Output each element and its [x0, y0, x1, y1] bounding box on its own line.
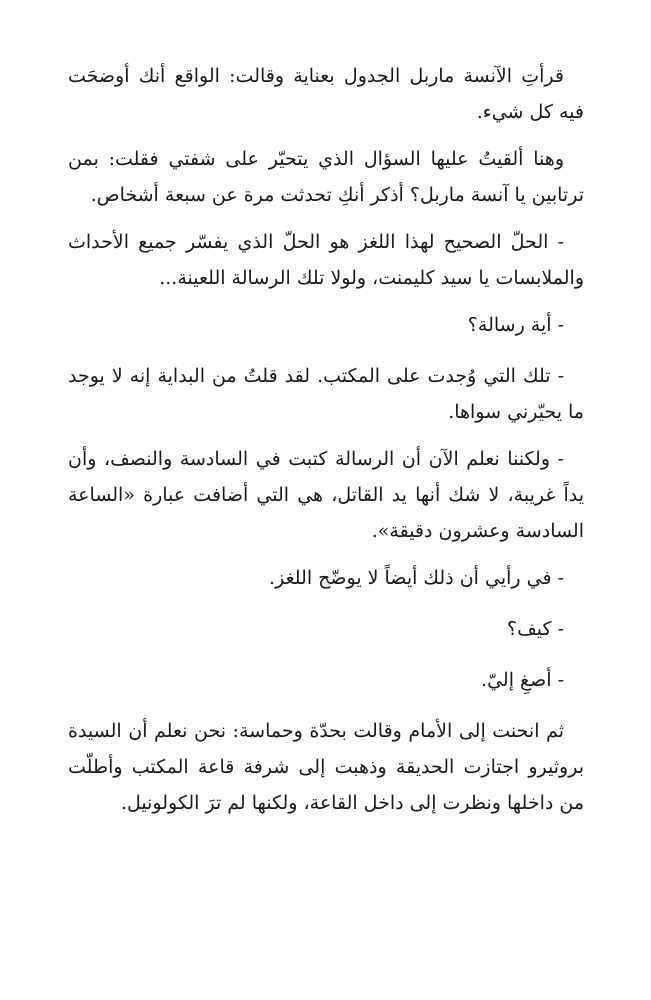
paragraph-which-letter: - أية رسالة؟ [467, 314, 564, 336]
paragraph-correct-solution: - الحلّ الصحيح لهذا اللغز هو الحلّ الذي يفسّر جميع الأحداث والملابسات يا سيد كليمنت، ولولا تلك الرسالة اللعينة... [68, 231, 584, 289]
paragraph-how: - كيف؟ [507, 618, 564, 640]
paragraph-listen: - أصغِ إليّ. [481, 669, 564, 691]
paragraph-letter-on-desk: - تلك التي وُجدت على المكتب. لقد قلتُ من البداية إنه لا يوجد ما يحيّرني سواها. [68, 365, 584, 423]
paragraph-question-suspects: وهنا ألقيتُ عليها السؤال الذي يتحيّر على شفتي فقلت: بمن ترتابين يا آنسة ماربل؟ أذكر أنكِ تحدثت مرة عن سبعة أشخاص. [68, 148, 584, 206]
paragraph-does-not-explain: - في رأيي أن ذلك أيضاً لا يوضّح اللغز. [269, 567, 564, 589]
paragraph-letter-time: - ولكننا نعلم الآن أن الرسالة كتبت في السادسة والنصف، وأن يداً غريبة، لا شك أنها يد القاتل، هي التي أضافت عبارة «الساعة السادسة وعشرون دقيقة». [68, 448, 584, 542]
paragraph-marple-read-table: قرأتِ الآنسة ماربل الجدول بعناية وقالت: الواقع أنك أوضحَت فيه كل شيء. [68, 65, 584, 123]
paragraph-mrs-protheroe: ثم انحنت إلى الأمام وقالت بحدّة وحماسة: نحن نعلم أن السيدة بروثيرو اجتازت الحديقة وذهبت إلى شرفة قاعة المكتب وأطلّت من داخلها ونظرت إلى داخل القاعة، ولكنها لم ترَ الكولونيل. [68, 720, 584, 814]
book-page [68, 58, 584, 832]
